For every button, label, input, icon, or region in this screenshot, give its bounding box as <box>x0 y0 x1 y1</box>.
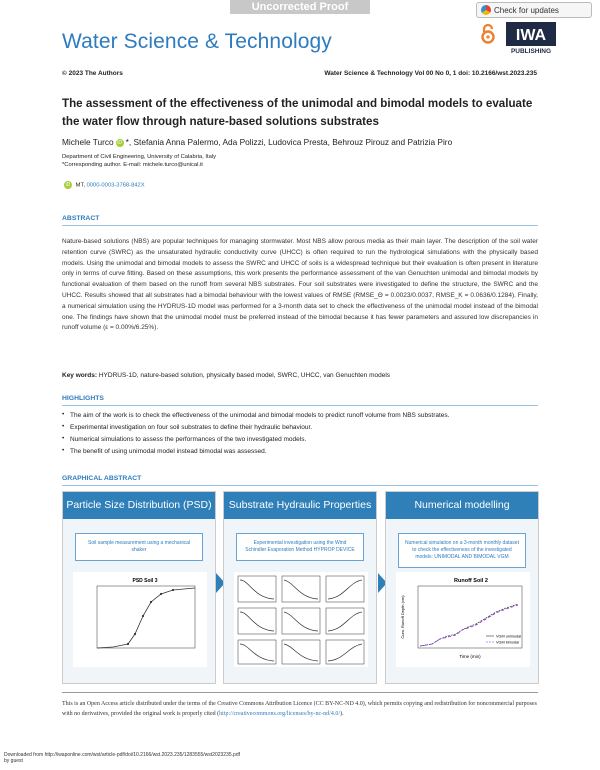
affiliation: Department of Civil Engineering, University of Calabria, Italy <box>62 154 217 160</box>
runoff-plot-title: Runoff Soil 2 <box>454 578 488 584</box>
citation-text: Water Science & Technology Vol 00 No 0, 1 doi: 10.2166/wst.2023.235 <box>324 70 537 77</box>
highlight-item: • Experimental investigation on four soil substrates to define their hydraulic behaviour. <box>62 424 538 431</box>
corresponding-author: *Corresponding author. E-mail: michele.turco@unical.it <box>62 162 203 168</box>
psd-points <box>127 589 174 645</box>
ga-panel-header: Substrate Hydraulic Properties <box>224 492 376 519</box>
journal-title: Water Science & Technology <box>62 30 332 53</box>
check-updates-icon <box>481 5 491 15</box>
hydraulic-subplot <box>326 576 364 602</box>
legend-unimodal: VGM unimodal <box>496 634 522 639</box>
swrc-curve <box>284 644 318 661</box>
ga-panel-header: Particle Size Distribution (PSD) <box>63 492 215 519</box>
license-link[interactable]: http://creativecommons.org/licenses/by-nc-nd/4.0/ <box>219 710 341 717</box>
orcid-icon[interactable]: iD <box>117 139 123 146</box>
affiliation-block <box>62 153 216 169</box>
article-title: The assessment of the effectiveness of the unimodal and bimodal models to evaluate the water flow through nature-based solutions substrates <box>62 97 533 128</box>
abstract-text: Nature-based solutions (NBS) are popular techniques for managing stormwater. Most NBS allow porous media as their main layer. The description of the soil water retention curve (SWRC) as the unsaturated hydraulic conductivity curve (UHCC) is often required to run the hydrological simulations with the physically based models. Using the unimodal and bimodal models to assess the SWRC and UHCC of soils is a widespread technique but their evaluation is often present in literature only in terms of curve fitting. Based on these assumptions, this work presents the performance assessment of the van Genuchten unimodal and bimodal models by functional evaluation of them based on the runoff from several NBS substrates. Four soil substrates were investigated to define the structure, the SWRC and the UHCC. Results showed that all substrates had a bimodal behaviour with the lowest values of RMSE (RMSE_Θ = 0.0023/0.0037, RMSE_K = 0.0636/0.1284). Finally, a numerical simulation using the HYDRUS-1D model was performed for a 3-month data set to check the effectiveness of the unimodal model instead of the bimodal one. The findings have shown that the unimodal model must be preferred instead of the bimodal because it has fewer parameters and assured low discrepancies in runoff volume (ε = 0.00%/6.25%). <box>62 238 538 332</box>
hydraulic-subplot <box>282 576 320 602</box>
uhcc-curve <box>328 644 362 661</box>
ga-panel-psd <box>62 491 216 684</box>
keywords <box>62 372 538 379</box>
orcid-link[interactable]: 0000-0003-3768-842X <box>86 182 145 189</box>
swrc-curve <box>284 612 318 631</box>
graphical-abstract-heading: GRAPHICAL ABSTRACT <box>62 475 142 482</box>
abstract-divider <box>62 225 538 226</box>
article-meta-line <box>62 70 537 77</box>
download-by: by guest <box>4 758 23 764</box>
hydraulic-subplot <box>326 608 364 634</box>
ga-panel-hydraulic <box>223 491 377 684</box>
hydraulic-subplot <box>282 608 320 634</box>
footer-divider <box>62 692 538 693</box>
keywords-text: HYDRUS-1D, nature-based solution, physically based model, SWRC, UHCC, van Genuchten models <box>98 372 391 379</box>
check-updates-label: Check for updates <box>494 5 559 15</box>
copyright-text: © 2023 The Authors <box>62 70 123 77</box>
ga-panel-note: Numerical simulation on a 3-month monthly dataset to check the effectiveness of the investigated models: UNIMODAL AND BIMODAL VGM <box>398 533 526 568</box>
hydraulic-subplot <box>238 608 276 634</box>
legend-bimodal: VGM bimodal <box>496 640 520 645</box>
highlight-item: • Numerical simulations to assess the performances of the two investigated models. <box>62 436 538 443</box>
license-body: This is an Open Access article distributed under the terms of the Creative Commons Attribution Licence (CC BY-NC-ND 4.0), which permits copying and redistribution for noncommercial purposes with no derivatives, provided the original work is properly cited ( <box>62 701 537 717</box>
other-authors: *, Stefania Anna Palermo, Ada Polizzi, Ludovica Presta, Behrouz Pirouz and Patrizia Piro <box>125 137 453 147</box>
runoff-ylabel: Cum. Runoff Depth (cm) <box>400 595 405 639</box>
swrc-curve <box>284 580 318 599</box>
download-note <box>4 752 240 764</box>
ga-panel-note: Experimental investigation using the Wind Schindler Evaporation Method HYPROP DEVICE <box>236 533 364 561</box>
download-line: Downloaded from http://iwaponline.com/wst/article-pdf/doi/10.2166/wst.2023.235/1283555/wst2023235.pdf <box>4 752 240 758</box>
first-author: Michele Turco <box>62 137 114 147</box>
abstract-heading: ABSTRACT <box>62 215 100 222</box>
psd-curve <box>97 588 195 648</box>
open-access-icon <box>481 23 495 45</box>
psd-plot-frame <box>97 586 195 648</box>
ga-panel-note: Soil sample measurement using a mechanical shaker <box>75 533 203 561</box>
highlights-heading: HIGHLIGHTS <box>62 395 104 402</box>
highlights-list <box>62 412 538 460</box>
ga-panel-header: Numerical modelling <box>386 492 538 519</box>
iwa-publishing-logo <box>506 22 556 56</box>
swrc-curve <box>240 612 274 631</box>
orcid-initials: MT, <box>75 182 85 189</box>
highlights-divider <box>62 405 538 406</box>
svg-text:PUBLISHING: PUBLISHING <box>510 48 552 55</box>
swrc-curve <box>240 644 274 661</box>
check-for-updates-button[interactable] <box>476 2 592 18</box>
orcid-line <box>62 181 145 189</box>
runoff-xlabel: Time (min) <box>459 654 481 659</box>
psd-plot <box>73 572 207 667</box>
author-list <box>62 137 452 147</box>
uncorrected-proof-banner: Uncorrected Proof <box>230 0 370 14</box>
ga-panel-numerical <box>385 491 539 684</box>
highlight-item: • The benefit of using unimodal model instead bimodal was assessed. <box>62 448 538 455</box>
swrc-curve <box>240 580 274 599</box>
hydraulic-plots <box>234 572 368 667</box>
highlight-item: • The aim of the work is to check the effectiveness of the unimodal and bimodal models to predict runoff volume from NBS substrates. <box>62 412 538 419</box>
runoff-plot <box>396 572 530 667</box>
orcid-icon: iD <box>65 182 71 188</box>
license-end: ). <box>340 710 344 717</box>
uhcc-curve <box>328 580 362 599</box>
keywords-label: Key words: <box>62 372 98 379</box>
svg-text:IWA: IWA <box>515 27 547 44</box>
license-text <box>62 700 538 719</box>
runoff-plot-frame <box>418 586 522 648</box>
graphical-abstract-divider <box>62 485 538 486</box>
hydraulic-subplot <box>238 576 276 602</box>
uhcc-curve <box>328 612 362 631</box>
psd-plot-title: PSD Soil 3 <box>132 578 158 584</box>
